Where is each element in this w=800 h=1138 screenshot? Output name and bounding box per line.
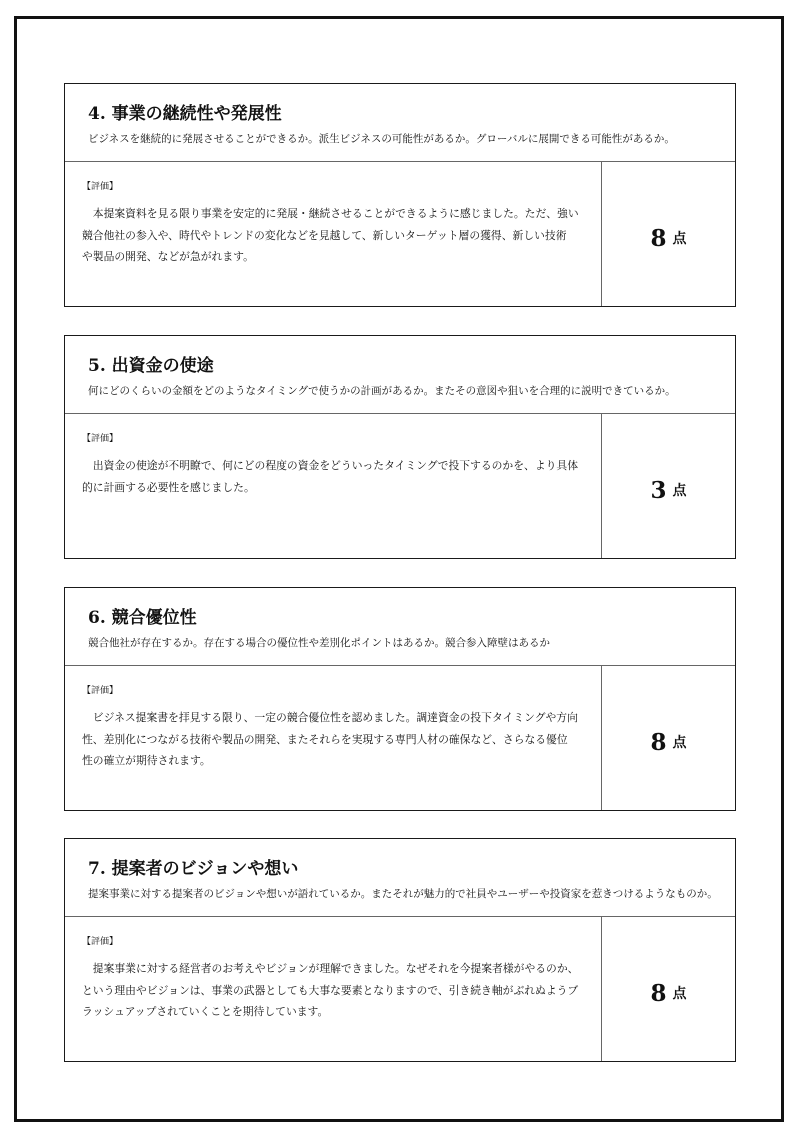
section-header (65, 839, 735, 917)
evaluation-section-fund-usage (64, 335, 736, 559)
section-header (65, 336, 735, 414)
score-value: 8 (650, 224, 667, 252)
evaluation-paragraph (82, 455, 601, 498)
section-description: 競合他社が存在するか。存在する場合の優位性や差別化ポイントはあるか。競合参入障壁はあるか (88, 637, 550, 649)
evaluation-label: 【評価】 (82, 434, 119, 444)
score-cell (601, 414, 735, 558)
section-description: 何にどのくらいの金額をどのようなタイミングで使うかの計画があるか。またその意図や狙いを合理的に説明できているか。 (88, 385, 676, 397)
score-unit: 点 (672, 986, 687, 1002)
evaluation-section-competitive-advantage (64, 587, 736, 811)
section-body (65, 414, 735, 558)
evaluation-text-line: という理由やビジョンは、事業の武器としても大事な要素となりますので、引き続き軸がぶれぬようブ (82, 983, 579, 997)
section-header (65, 84, 735, 162)
evaluation-text-line: ラッシュアップされていくことを期待しています。 (82, 1005, 329, 1018)
section-description: 提案事業に対する提案者のビジョンや想いが語れているか。またそれが魅力的で社員やユーザーや投資家を惹きつけるようなものか。 (88, 888, 718, 900)
score-value: 8 (650, 728, 667, 756)
section-header (65, 588, 735, 666)
score-cell (601, 917, 735, 1061)
evaluation-label: 【評価】 (82, 686, 119, 696)
evaluation-paragraph (82, 958, 601, 1023)
score-value: 8 (650, 979, 667, 1007)
evaluation-text-line: 性、差別化につながる技術や製品の開発、またそれらを実現する専門人材の確保など、さらなる優位 (82, 732, 568, 746)
section-title: 7. 提案者のビジョンや想い (88, 859, 299, 879)
section-title: 6. 競合優位性 (88, 608, 197, 628)
evaluation-label: 【評価】 (82, 182, 119, 192)
score-value: 3 (650, 476, 667, 504)
section-title: 4. 事業の継続性や発展性 (88, 104, 282, 124)
section-body (65, 162, 735, 306)
evaluation-label: 【評価】 (82, 937, 119, 947)
evaluation-text-line: 的に計画する必要性を感じました。 (82, 480, 255, 494)
evaluation-paragraph (82, 707, 601, 772)
evaluation-paragraph (82, 203, 601, 268)
section-body (65, 917, 735, 1061)
evaluation-text (65, 666, 601, 810)
evaluation-text-line: ビジネス提案書を拝見する限り、一定の競合優位性を認めました。調達資金の投下タイミングや方向 (82, 711, 578, 724)
section-body (65, 666, 735, 810)
section-title: 5. 出資金の使途 (88, 356, 214, 376)
score-unit: 点 (672, 483, 687, 499)
evaluation-text (65, 162, 601, 306)
evaluation-text (65, 414, 601, 558)
evaluation-section-vision (64, 838, 736, 1062)
evaluation-text-line: 提案事業に対する経営者のお考えやビジョンが理解できました。なぜそれを今提案者様がやるのか、 (82, 962, 579, 975)
section-description: ビジネスを継続的に発展させることができるか。派生ビジネスの可能性があるか。グローバルに展開できる可能性があるか。 (88, 133, 675, 145)
evaluation-text-line: 性の確立が期待されます。 (82, 754, 211, 767)
evaluation-text-line: 出資金の使途が不明瞭で、何にどの程度の資金をどういったタイミングで投下するのかを、より具体 (82, 459, 579, 472)
evaluation-text-line: 本提案資料を見る限り事業を安定的に発展・継続させることができるように感じました。ただ、強い (82, 207, 579, 220)
score-unit: 点 (672, 735, 687, 751)
evaluation-section-business-continuity (64, 83, 736, 307)
score-unit: 点 (672, 231, 687, 247)
evaluation-text-line: 競合他社の参入や、時代やトレンドの変化などを見越して、新しいターゲット層の獲得、新しい技術 (82, 228, 567, 242)
score-cell (601, 162, 735, 306)
score-cell (601, 666, 735, 810)
evaluation-text (65, 917, 601, 1061)
evaluation-text-line: や製品の開発、などが急がれます。 (82, 250, 254, 263)
